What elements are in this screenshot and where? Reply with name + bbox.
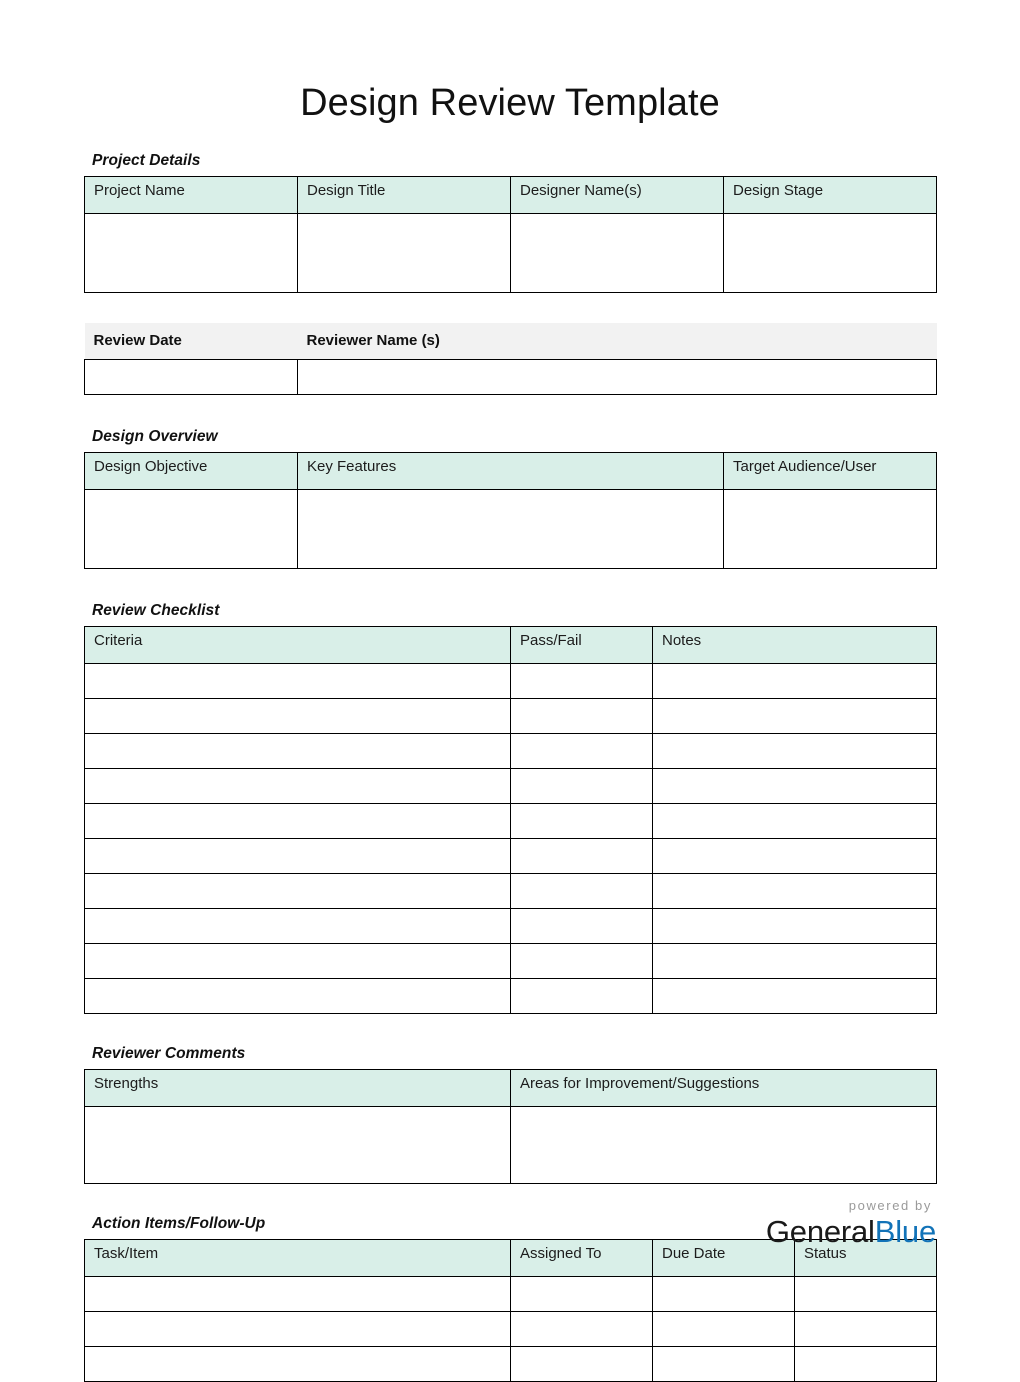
footer-branding <box>636 1199 936 1249</box>
cell-pass-fail[interactable] <box>511 663 653 698</box>
cell-pass-fail[interactable] <box>511 838 653 873</box>
cell-notes[interactable] <box>653 838 937 873</box>
column-header-review-date: Review Date <box>85 323 298 360</box>
cell-notes[interactable] <box>653 873 937 908</box>
table-row <box>85 733 937 768</box>
table-header-row <box>85 323 937 360</box>
section-project-details <box>84 152 936 293</box>
cell-notes[interactable] <box>653 908 937 943</box>
column-header-areas-for-improvement: Areas for Improvement/Suggestions <box>511 1069 937 1106</box>
section-reviewer-comments <box>84 1045 936 1184</box>
cell-criteria[interactable] <box>85 768 511 803</box>
cell-pass-fail[interactable] <box>511 943 653 978</box>
document-body <box>84 0 936 1382</box>
cell-task-item[interactable] <box>85 1311 511 1346</box>
cell-notes[interactable] <box>653 768 937 803</box>
section-label-design-overview: Design Overview <box>92 427 218 445</box>
cell-target-audience[interactable] <box>724 489 937 568</box>
column-header-designer-names: Designer Name(s) <box>511 176 724 213</box>
table-row <box>85 1311 937 1346</box>
cell-notes[interactable] <box>653 803 937 838</box>
table-row <box>85 908 937 943</box>
cell-criteria[interactable] <box>85 978 511 1013</box>
column-header-project-name: Project Name <box>85 176 298 213</box>
table-row <box>85 698 937 733</box>
table-row <box>85 978 937 1013</box>
cell-notes[interactable] <box>653 663 937 698</box>
cell-criteria[interactable] <box>85 908 511 943</box>
cell-project-name[interactable] <box>85 213 298 292</box>
section-label-review-checklist: Review Checklist <box>92 601 220 619</box>
table-header-row <box>85 176 937 213</box>
table-reviewer-comments <box>84 1069 937 1184</box>
column-header-status: Status <box>795 1239 937 1276</box>
column-header-due-date: Due Date <box>653 1239 795 1276</box>
cell-criteria[interactable] <box>85 838 511 873</box>
section-label-reviewer-comments: Reviewer Comments <box>92 1044 246 1062</box>
cell-areas-for-improvement[interactable] <box>511 1106 937 1183</box>
cell-notes[interactable] <box>653 698 937 733</box>
table-header-row <box>85 452 937 489</box>
cell-assigned-to[interactable] <box>511 1276 653 1311</box>
section-review-checklist <box>84 602 936 1014</box>
table-row <box>85 1106 937 1183</box>
table-row <box>85 1276 937 1311</box>
table-row <box>85 768 937 803</box>
table-row <box>85 803 937 838</box>
cell-assigned-to[interactable] <box>511 1311 653 1346</box>
table-review-checklist <box>84 626 937 1014</box>
section-review-date <box>84 323 936 395</box>
logo-text-general: General <box>765 1214 875 1249</box>
cell-pass-fail[interactable] <box>511 978 653 1013</box>
cell-status[interactable] <box>795 1276 937 1311</box>
table-row <box>85 943 937 978</box>
table-design-overview <box>84 452 937 569</box>
cell-notes[interactable] <box>653 978 937 1013</box>
logo-text-blue: Blue <box>874 1214 936 1249</box>
table-row <box>85 489 937 568</box>
page-title: Design Review Template <box>300 82 720 124</box>
table-row <box>85 1346 937 1381</box>
column-header-notes: Notes <box>653 626 937 663</box>
general-blue-logo[interactable] <box>636 1216 936 1249</box>
column-header-assigned-to: Assigned To <box>511 1239 653 1276</box>
cell-criteria[interactable] <box>85 663 511 698</box>
cell-due-date[interactable] <box>653 1311 795 1346</box>
table-row <box>85 213 937 292</box>
cell-task-item[interactable] <box>85 1276 511 1311</box>
table-review-date <box>84 323 937 395</box>
cell-design-stage[interactable] <box>724 213 937 292</box>
section-label-project-details: Project Details <box>92 151 201 169</box>
column-header-task-item: Task/Item <box>85 1239 511 1276</box>
column-header-design-stage: Design Stage <box>724 176 937 213</box>
section-label-action-items: Action Items/Follow-Up <box>92 1214 266 1232</box>
cell-pass-fail[interactable] <box>511 803 653 838</box>
cell-pass-fail[interactable] <box>511 733 653 768</box>
cell-assigned-to[interactable] <box>511 1346 653 1381</box>
section-design-overview <box>84 428 936 569</box>
column-header-criteria: Criteria <box>85 626 511 663</box>
column-header-strengths: Strengths <box>85 1069 511 1106</box>
cell-status[interactable] <box>795 1311 937 1346</box>
cell-due-date[interactable] <box>653 1276 795 1311</box>
table-row <box>85 838 937 873</box>
table-project-details <box>84 176 937 293</box>
column-header-design-title: Design Title <box>298 176 511 213</box>
table-row <box>85 663 937 698</box>
cell-status[interactable] <box>795 1346 937 1381</box>
cell-criteria[interactable] <box>85 873 511 908</box>
cell-criteria[interactable] <box>85 698 511 733</box>
column-header-key-features: Key Features <box>298 452 724 489</box>
cell-strengths[interactable] <box>85 1106 511 1183</box>
cell-criteria[interactable] <box>85 803 511 838</box>
cell-design-objective[interactable] <box>85 489 298 568</box>
cell-pass-fail[interactable] <box>511 698 653 733</box>
powered-by-label: powered by <box>848 1198 932 1213</box>
cell-pass-fail[interactable] <box>511 908 653 943</box>
column-header-pass-fail: Pass/Fail <box>511 626 653 663</box>
cell-review-date[interactable] <box>85 359 298 394</box>
cell-designer-names[interactable] <box>511 213 724 292</box>
cell-task-item[interactable] <box>85 1346 511 1381</box>
table-header-row <box>85 626 937 663</box>
cell-notes[interactable] <box>653 943 937 978</box>
column-header-reviewer-names: Reviewer Name (s) <box>298 323 937 360</box>
cell-reviewer-names[interactable] <box>298 359 937 394</box>
cell-criteria[interactable] <box>85 733 511 768</box>
table-header-row <box>85 1069 937 1106</box>
cell-criteria[interactable] <box>85 943 511 978</box>
table-row <box>85 359 937 394</box>
cell-pass-fail[interactable] <box>511 768 653 803</box>
table-row <box>85 873 937 908</box>
column-header-target-audience: Target Audience/User <box>724 452 937 489</box>
cell-notes[interactable] <box>653 733 937 768</box>
cell-key-features[interactable] <box>298 489 724 568</box>
table-action-items <box>84 1239 937 1382</box>
cell-due-date[interactable] <box>653 1346 795 1381</box>
column-header-design-objective: Design Objective <box>85 452 298 489</box>
cell-pass-fail[interactable] <box>511 873 653 908</box>
cell-design-title[interactable] <box>298 213 511 292</box>
